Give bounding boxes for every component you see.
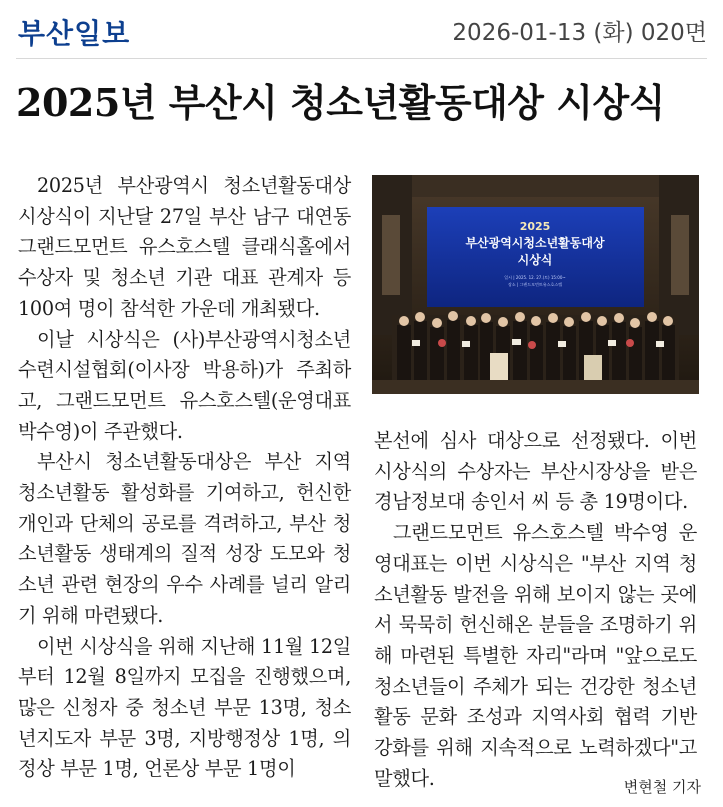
ceremony-photo <box>372 175 699 394</box>
byline: 변현철 기자 <box>623 778 701 796</box>
banner-subtitle: 시상식 <box>517 253 553 267</box>
paragraph: 부산시 청소년활동대상은 부산 지역 청소년활동 활성화를 기여하고, 헌신한 개인과 단체의 공로를 격려하고, 부산 청소년활동 생태계의 질적 성장 도모와 청소년 관련 현장의 우수 사례를 널리 알리기 위해 마련됐다. <box>18 450 351 627</box>
dateline: 2026-01-13 (화) 020면 <box>452 20 707 46</box>
article-column-right <box>374 426 697 794</box>
paragraph: 이날 시상식은 (사)부산광역시청소년수련시설협회(이사장 박용하)가 주최하고, 그랜드모먼트 유스호스텔(운영대표 박수영)이 주관했다. <box>18 327 351 443</box>
paragraph: 그랜드모먼트 유스호스텔 박수영 운영대표는 이번 시상식은 "부산 지역 청소년활동 발전을 위해 보이지 않는 곳에서 묵묵히 헌신해온 분들을 조명하기 위해 마련된 특별한 자리"라며 "앞으로도 청소년들이 주체가 되는 건강한 청소년활동 문화 조성과 지역사회 협력 기반 강화를 위해 지속적으로 노력하겠다"고 말했다. <box>374 521 697 790</box>
article-column-left <box>18 171 351 785</box>
headline: 2025년 부산시 청소년활동대상 시상식 <box>16 80 665 125</box>
paragraph-continuation: 본선에 심사 대상으로 선정됐다. 이번 시상식의 수상자는 부산시장상을 받은 경남정보대 송인서 씨 등 총 19명이다. <box>374 429 697 514</box>
newspaper-name: 부산일보 <box>18 17 131 50</box>
banner-detail-1: 일시 | 2025. 12. 27.(토) 15:00~ <box>504 275 566 280</box>
paragraph: 이번 시상식을 위해 지난해 11월 12일부터 12월 8일까지 모집을 진행했으며, 많은 신청자 중 청소년 부문 13명, 청소년지도자 부문 3명, 지방행정상 1명, 의정상 부문 1명, 언론상 부문 1명이 <box>18 634 351 781</box>
banner-title: 부산광역시청소년활동대상 <box>465 236 605 250</box>
ceremony-photo-image <box>372 175 699 394</box>
paragraph: 2025년 부산광역시 청소년활동대상 시상식이 지난달 27일 부산 남구 대연동 그랜드모먼트 유스호스텔 클래식홀에서 수상자 및 청소년 기관 대표 관계자 등 100여 명이 참석한 가운데 개최됐다. <box>18 174 351 320</box>
banner-year: 2025 <box>519 220 551 233</box>
banner-detail-2: 장소 | 그랜드모먼트유스호스텔 <box>507 282 563 287</box>
header-divider <box>16 58 707 59</box>
